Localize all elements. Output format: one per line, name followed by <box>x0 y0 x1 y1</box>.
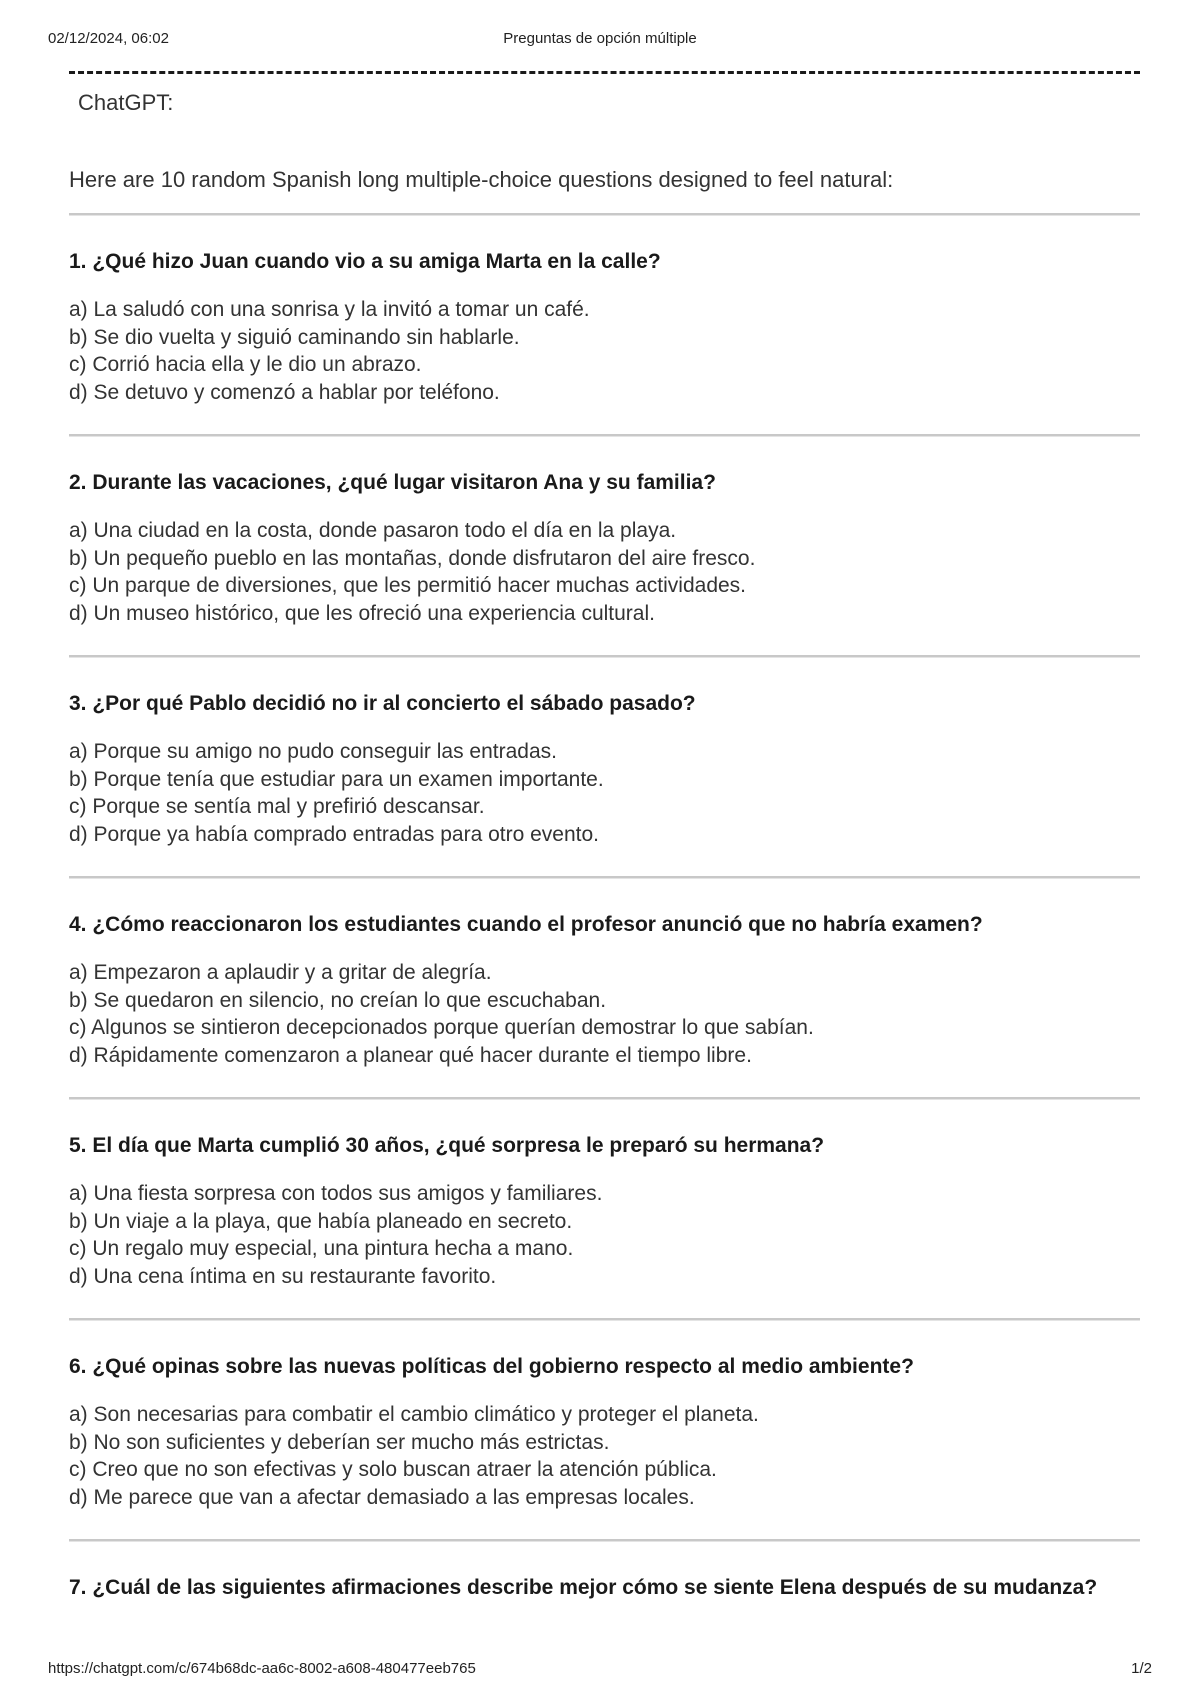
answer-option: b) No son suficientes y deberían ser mucho más estrictas. <box>69 1430 610 1454</box>
question-text: 1. ¿Qué hizo Juan cuando vio a su amiga Marta en la calle? <box>69 250 661 273</box>
option-list <box>69 1180 1140 1290</box>
option-list <box>69 296 1140 406</box>
option-list <box>69 517 1140 627</box>
option-list <box>69 959 1140 1069</box>
question-block <box>69 1321 1140 1539</box>
answer-option: d) Porque ya había comprado entradas para otro evento. <box>69 822 600 846</box>
answer-option: c) Corrió hacia ella y le dio un abrazo. <box>69 353 422 376</box>
answer-option: b) Porque tenía que estudiar para un examen importante. <box>69 767 604 791</box>
question-text: 7. ¿Cuál de las siguientes afirmaciones describe mejor cómo se siente Elena después de su mudanza? <box>69 1576 1098 1599</box>
answer-option: b) Un viaje a la playa, que había planeado en secreto. <box>69 1209 573 1233</box>
answer-option: d) Un museo histórico, que les ofreció una experiencia cultural. <box>69 601 655 625</box>
dashed-separator <box>69 71 1140 74</box>
print-url: https://chatgpt.com/c/674b68dc-aa6c-8002-a608-480477eeb765 <box>48 1660 476 1677</box>
question-block <box>69 879 1140 1097</box>
answer-option: a) Porque su amigo no pudo conseguir las entradas. <box>69 740 557 763</box>
print-title: Preguntas de opción múltiple <box>503 30 697 47</box>
answer-option: d) Me parece que van a afectar demasiado a las empresas locales. <box>69 1485 695 1509</box>
answer-option: c) Creo que no son efectivas y solo buscan atraer la atención pública. <box>69 1458 717 1481</box>
answer-option: c) Un parque de diversiones, que les permitió hacer muchas actividades. <box>69 574 747 597</box>
answer-option: c) Un regalo muy especial, una pintura hecha a mano. <box>69 1237 574 1260</box>
answer-option: c) Algunos se sintieron decepcionados porque querían demostrar lo que sabían. <box>69 1016 814 1039</box>
print-header <box>48 30 1152 50</box>
page-number: 1/2 <box>1131 1660 1152 1677</box>
answer-option: a) Una ciudad en la costa, donde pasaron todo el día en la playa. <box>69 519 677 542</box>
question-block <box>69 1100 1140 1318</box>
question-text: 3. ¿Por qué Pablo decidió no ir al concierto el sábado pasado? <box>69 692 696 715</box>
option-list <box>69 1401 1140 1511</box>
answer-option: d) Una cena íntima en su restaurante favorito. <box>69 1264 497 1288</box>
answer-option: a) Son necesarias para combatir el cambio climático y proteger el planeta. <box>69 1403 759 1426</box>
answer-option: c) Porque se sentía mal y prefirió descansar. <box>69 795 485 818</box>
answer-option: b) Se dio vuelta y siguió caminando sin hablarle. <box>69 325 520 349</box>
question-text: 6. ¿Qué opinas sobre las nuevas políticas del gobierno respecto al medio ambiente? <box>69 1355 914 1378</box>
question-block <box>69 437 1140 655</box>
question-text: 4. ¿Cómo reaccionaron los estudiantes cuando el profesor anunció que no habría examen? <box>69 913 983 936</box>
answer-option: a) Empezaron a aplaudir y a gritar de alegría. <box>69 961 492 984</box>
question-text: 2. Durante las vacaciones, ¿qué lugar visitaron Ana y su familia? <box>69 471 716 494</box>
document-body <box>69 88 1140 1630</box>
answer-option: a) Una fiesta sorpresa con todos sus amigos y familiares. <box>69 1182 603 1205</box>
answer-option: b) Un pequeño pueblo en las montañas, donde disfrutaron del aire fresco. <box>69 546 756 570</box>
print-date: 02/12/2024, 06:02 <box>48 30 169 47</box>
answer-option: d) Rápidamente comenzaron a planear qué hacer durante el tiempo libre. <box>69 1043 752 1067</box>
speaker-label: ChatGPT: <box>78 90 174 115</box>
question-text: 5. El día que Marta cumplió 30 años, ¿qué sorpresa le preparó su hermana? <box>69 1134 825 1157</box>
answer-option: d) Se detuvo y comenzó a hablar por teléfono. <box>69 380 500 404</box>
option-list <box>69 738 1140 848</box>
answer-option: b) Se quedaron en silencio, no creían lo que escuchaban. <box>69 988 607 1012</box>
question-block <box>69 1542 1140 1630</box>
answer-option: a) La saludó con una sonrisa y la invitó a tomar un café. <box>69 298 590 321</box>
question-list <box>69 216 1140 1630</box>
question-block <box>69 216 1140 434</box>
question-block <box>69 658 1140 876</box>
intro-text: Here are 10 random Spanish long multiple-choice questions designed to feel natural: <box>69 167 894 192</box>
